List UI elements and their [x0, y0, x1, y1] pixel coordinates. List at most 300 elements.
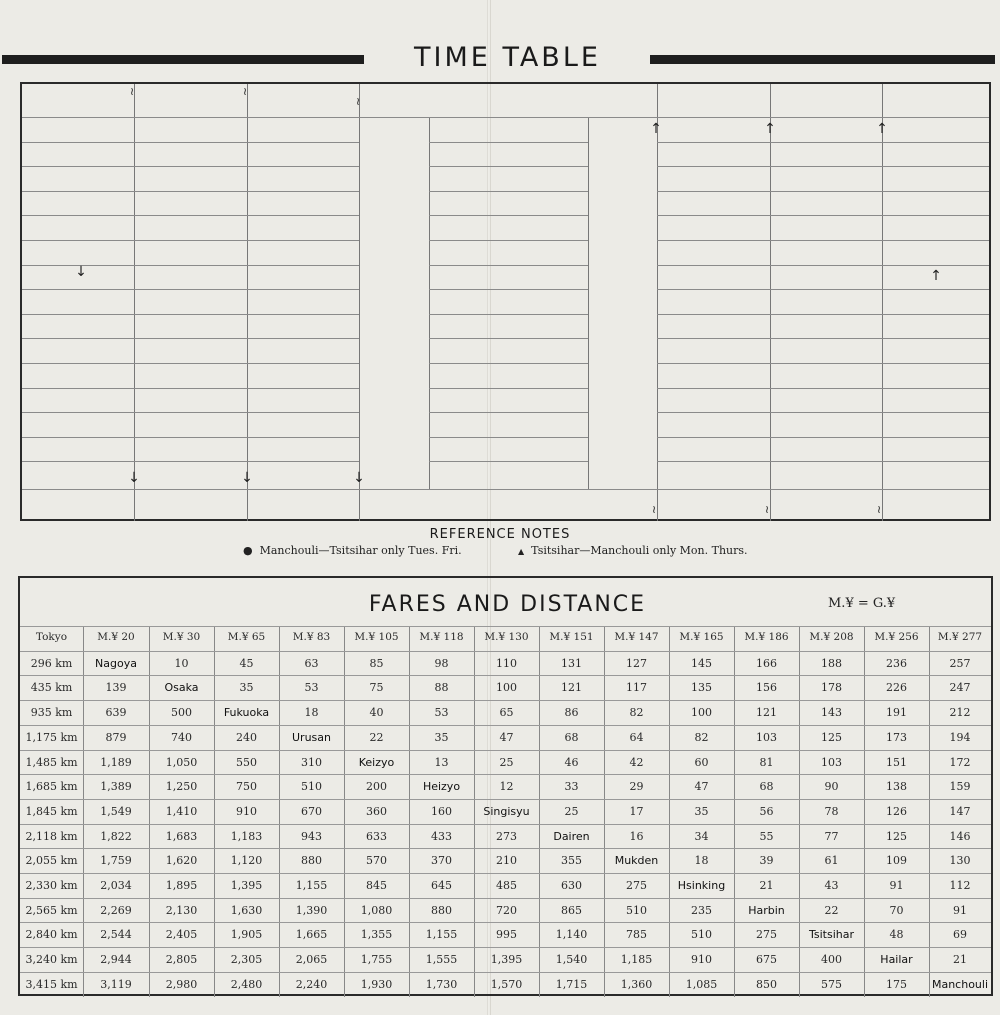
fares-distance-cell: 1,685 km	[25, 780, 78, 794]
fares-value-cell: 370	[431, 854, 452, 868]
fares-value-cell: 943	[301, 829, 322, 843]
row-divider	[22, 412, 359, 413]
fares-row-divider	[20, 725, 991, 726]
fares-value-cell: 2,805	[165, 953, 198, 967]
fares-station-cell: Mukden	[614, 854, 659, 868]
fares-value-cell: 17	[629, 804, 644, 818]
fares-value-cell: 35	[694, 804, 709, 818]
fares-value-cell: 135	[691, 681, 712, 695]
row-divider	[22, 437, 359, 438]
currency-equivalence: M.¥ = G.¥	[828, 596, 896, 611]
fares-value-cell: 485	[496, 879, 517, 892]
fares-header-cell: M.¥ 83	[292, 631, 331, 643]
break-mark: ≀	[130, 85, 135, 98]
fares-value-cell: 10	[174, 656, 189, 670]
fares-value-cell: 2,130	[165, 903, 198, 917]
fares-distance-cell: 2,840 km	[25, 928, 78, 942]
row-divider	[429, 240, 588, 241]
fares-value-cell: 1,665	[295, 928, 328, 942]
fares-value-cell: 1,395	[490, 953, 523, 967]
fares-header-cell: M.¥ 30	[162, 631, 201, 643]
fares-value-cell: 100	[691, 706, 712, 720]
fares-value-cell: 1,555	[425, 953, 458, 967]
fares-value-cell: 70	[889, 903, 904, 917]
row-divider	[657, 437, 989, 438]
fares-value-cell: 1,140	[555, 928, 588, 942]
fares-station-cell: Manchouli	[931, 977, 989, 991]
row-divider	[22, 461, 359, 462]
fares-value-cell: 550	[236, 755, 257, 769]
fares-value-cell: 400	[821, 953, 842, 967]
up-arrow-icon: ↑	[764, 121, 776, 137]
row-divider	[657, 338, 989, 339]
up-arrow-icon: ↑	[876, 121, 888, 137]
fares-value-cell: 1,630	[230, 903, 263, 917]
fares-value-cell: 191	[886, 706, 907, 720]
fares-value-cell: 2,065	[295, 953, 328, 967]
triangle-icon: ▲	[518, 547, 525, 556]
fares-value-cell: 1,395	[230, 879, 263, 892]
fares-value-cell: 2,269	[100, 903, 132, 917]
fares-value-cell: 91	[889, 879, 904, 892]
fares-value-cell: 1,540	[555, 953, 588, 967]
fares-value-cell: 1,759	[100, 854, 132, 868]
fares-value-cell: 127	[626, 656, 647, 670]
fares-header-cell: M.¥ 20	[97, 631, 135, 643]
fares-value-cell: 785	[626, 928, 647, 942]
fares-station-cell: Fukuoka	[223, 706, 270, 720]
fares-value-cell: 639	[105, 706, 127, 720]
fares-station-cell: Harbin	[748, 903, 785, 917]
row-divider	[657, 265, 989, 266]
fares-value-cell: 2,944	[100, 953, 132, 967]
fares-value-cell: 275	[756, 928, 777, 942]
fares-value-cell: 510	[626, 903, 647, 917]
fares-value-cell: 865	[561, 903, 582, 917]
fares-value-cell: 160	[431, 804, 452, 818]
fares-station-cell: Hailar	[880, 953, 913, 967]
fares-value-cell: 1,189	[100, 755, 132, 769]
column-divider	[429, 117, 430, 489]
fares-value-cell: 880	[431, 903, 452, 917]
fares-value-cell: 126	[886, 804, 907, 818]
column-divider	[588, 117, 589, 489]
fares-value-cell: 575	[821, 977, 842, 991]
fares-value-cell: 226	[886, 681, 907, 695]
circle-icon: ●	[243, 544, 253, 557]
note-manchouli-tsitsihar	[243, 544, 462, 557]
fares-value-cell: 1,570	[490, 977, 523, 991]
fares-value-cell: 1,120	[230, 854, 263, 868]
fares-distance-cell: 2,565 km	[25, 903, 78, 917]
fares-value-cell: 156	[756, 681, 777, 695]
fares-value-cell: 645	[431, 879, 452, 892]
fares-value-cell: 13	[434, 755, 449, 769]
fares-value-cell: 633	[366, 829, 387, 843]
fares-value-cell: 1,755	[360, 953, 393, 967]
up-arrow-icon: ↑	[650, 121, 662, 137]
fares-value-cell: 1,080	[360, 903, 393, 917]
fares-value-cell: 35	[434, 730, 449, 744]
fares-row-divider	[20, 651, 991, 652]
fares-station-cell: Keizyo	[358, 755, 395, 769]
fares-value-cell: 510	[691, 928, 712, 942]
fares-row-divider	[20, 873, 991, 874]
row-divider	[22, 215, 359, 216]
row-divider	[657, 191, 989, 192]
fares-distance-cell: 2,118 km	[25, 829, 78, 843]
row-divider	[657, 166, 989, 167]
fares-header-cell: M.¥ 256	[874, 631, 919, 643]
column-divider	[770, 84, 771, 521]
row-divider	[22, 314, 359, 315]
fares-value-cell: 1,155	[425, 928, 458, 942]
row-divider	[429, 363, 588, 364]
fares-value-cell: 147	[949, 804, 971, 818]
fares-station-cell: Singisyu	[483, 804, 530, 818]
row-divider	[429, 461, 588, 462]
fares-value-cell: 1,410	[165, 804, 198, 818]
row-divider	[429, 412, 588, 413]
fares-value-cell: 64	[629, 730, 644, 744]
fares-value-cell: 82	[629, 706, 644, 720]
fares-value-cell: 146	[949, 829, 971, 843]
fares-value-cell: 82	[694, 730, 709, 744]
fares-distance-cell: 1,485 km	[25, 755, 78, 769]
fares-value-cell: 275	[626, 879, 647, 892]
fares-value-cell: 68	[759, 780, 774, 794]
row-divider	[22, 388, 359, 389]
fares-value-cell: 98	[434, 656, 449, 670]
fares-value-cell: 166	[756, 656, 777, 670]
row-divider	[429, 166, 588, 167]
row-divider	[429, 265, 588, 266]
fares-table	[18, 576, 993, 996]
row-divider	[657, 461, 989, 462]
fares-value-cell: 257	[949, 656, 971, 670]
fares-value-cell: 675	[756, 953, 777, 967]
fares-value-cell: 910	[236, 804, 257, 818]
fares-value-cell: 995	[496, 928, 517, 942]
fares-value-cell: 103	[821, 755, 842, 769]
down-arrow-icon: ↓	[128, 470, 140, 486]
fares-value-cell: 510	[301, 780, 322, 794]
fares-row-divider	[20, 947, 991, 948]
note-tsitsihar-manchouli	[518, 544, 748, 557]
fares-value-cell: 1,822	[100, 829, 132, 843]
note-text: Tsitsihar—Manchouli only Mon. Thurs.	[531, 544, 748, 557]
fares-station-cell: Heizyo	[422, 780, 461, 794]
fares-header-cell: M.¥ 208	[809, 631, 854, 643]
fares-value-cell: 22	[824, 903, 839, 917]
fares-value-cell: 86	[564, 706, 579, 720]
fares-value-cell: 360	[366, 804, 387, 818]
fares-value-cell: 2,544	[100, 928, 132, 942]
fares-distance-cell: 1,175 km	[25, 730, 78, 744]
fares-row-divider	[20, 675, 991, 676]
fares-value-cell: 630	[561, 879, 582, 892]
break-mark: ≀	[243, 85, 248, 98]
fares-value-cell: 78	[824, 804, 839, 818]
fares-value-cell: 109	[886, 854, 907, 868]
fares-distance-cell: 3,415 km	[25, 977, 78, 991]
fares-row-divider	[20, 799, 991, 800]
fares-value-cell: 1,895	[165, 879, 198, 892]
fares-value-cell: 1,155	[295, 879, 328, 892]
fares-value-cell: 151	[886, 755, 907, 769]
fares-value-cell: 273	[496, 829, 517, 843]
timetable-title-band	[0, 42, 1000, 82]
fares-value-cell: 720	[496, 903, 517, 917]
fares-value-cell: 880	[301, 854, 322, 868]
row-divider	[429, 314, 588, 315]
fares-value-cell: 33	[564, 780, 579, 794]
fares-value-cell: 112	[949, 879, 971, 892]
fares-row-divider	[20, 824, 991, 825]
fares-header-cell: M.¥ 165	[679, 631, 724, 643]
column-divider	[247, 84, 248, 521]
fares-value-cell: 2,305	[230, 953, 263, 967]
fares-value-cell: 16	[629, 829, 644, 843]
row-divider	[22, 338, 359, 339]
row-divider	[429, 142, 588, 143]
fares-value-cell: 12	[499, 780, 514, 794]
fares-value-cell: 91	[953, 903, 967, 917]
fares-header-cell: M.¥ 130	[484, 631, 529, 643]
timetable-title: TIME TABLE	[414, 42, 601, 73]
fares-value-cell: 2,240	[295, 977, 328, 991]
fares-header-cell: M.¥ 118	[419, 631, 464, 643]
fares-value-cell: 121	[756, 706, 777, 720]
row-divider	[657, 289, 989, 290]
fares-station-cell: Dairen	[553, 829, 590, 843]
fares-value-cell: 53	[434, 706, 449, 720]
fares-value-cell: 845	[366, 879, 387, 892]
fares-value-cell: 110	[496, 656, 517, 670]
fares-value-cell: 910	[691, 953, 712, 967]
fares-distance-cell: 296 km	[30, 656, 73, 670]
fares-row-divider	[20, 700, 991, 701]
down-arrow-icon: ↓	[75, 264, 87, 280]
row-divider	[657, 363, 989, 364]
fares-value-cell: 1,683	[165, 829, 198, 843]
down-arrow-icon: ↓	[241, 470, 253, 486]
fares-station-cell: Nagoya	[95, 656, 137, 670]
fares-value-cell: 570	[366, 854, 387, 868]
timetable	[20, 82, 991, 521]
note-text: Manchouli—Tsitsihar only Tues. Fri.	[259, 544, 462, 557]
fares-value-cell: 3,119	[100, 977, 132, 991]
row-divider	[429, 215, 588, 216]
fares-value-cell: 1,730	[425, 977, 458, 991]
fares-value-cell: 750	[236, 780, 257, 794]
fares-value-cell: 60	[694, 755, 709, 769]
notes-title: REFERENCE NOTES	[429, 527, 571, 542]
fares-value-cell: 77	[824, 829, 839, 843]
fares-value-cell: 212	[949, 706, 971, 720]
footer-divider	[22, 489, 989, 490]
down-arrow-icon: ↓	[353, 470, 365, 486]
fares-header-cell: Tokyo	[35, 631, 68, 643]
row-divider	[429, 437, 588, 438]
fares-value-cell: 1,250	[165, 780, 198, 794]
fares-value-cell: 1,183	[230, 829, 263, 843]
fares-value-cell: 61	[824, 854, 839, 868]
row-divider	[657, 388, 989, 389]
fares-station-cell: Urusan	[292, 730, 331, 744]
fares-value-cell: 1,715	[555, 977, 588, 991]
fares-value-cell: 173	[886, 730, 907, 744]
fares-value-cell: 1,360	[620, 977, 653, 991]
fares-value-cell: 125	[886, 829, 907, 843]
fares-value-cell: 194	[949, 730, 971, 744]
fares-value-cell: 75	[369, 681, 384, 695]
fares-value-cell: 103	[756, 730, 777, 744]
fares-value-cell: 1,389	[100, 780, 132, 794]
fares-distance-cell: 935 km	[30, 706, 73, 720]
break-mark: ≀	[765, 503, 770, 516]
fares-header-cell: M.¥ 65	[227, 631, 266, 643]
fares-value-cell: 1,390	[295, 903, 328, 917]
row-divider	[22, 191, 359, 192]
fares-distance-cell: 2,330 km	[25, 879, 78, 892]
fares-header-cell: M.¥ 277	[937, 631, 983, 643]
fares-value-cell: 88	[434, 681, 449, 695]
fares-value-cell: 43	[824, 879, 839, 892]
fares-value-cell: 247	[949, 681, 971, 695]
fares-value-cell: 21	[759, 879, 774, 892]
row-divider	[429, 338, 588, 339]
fares-row-divider	[20, 898, 991, 899]
fares-value-cell: 145	[691, 656, 712, 670]
fares-value-cell: 433	[431, 829, 452, 843]
fares-value-cell: 34	[694, 829, 709, 843]
fares-value-cell: 159	[949, 780, 971, 794]
fares-value-cell: 500	[171, 706, 192, 720]
fares-value-cell: 1,050	[165, 755, 198, 769]
fares-value-cell: 175	[886, 977, 907, 991]
fares-value-cell: 172	[949, 755, 971, 769]
fares-value-cell: 143	[821, 706, 842, 720]
fares-value-cell: 81	[759, 755, 774, 769]
break-mark: ≀	[877, 503, 882, 516]
fares-header-cell: M.¥ 151	[549, 631, 594, 643]
fares-distance-cell: 2,055 km	[25, 854, 78, 868]
header-divider	[22, 117, 989, 118]
fares-value-cell: 48	[889, 928, 904, 942]
row-divider	[657, 142, 989, 143]
title-rule-right	[650, 55, 995, 64]
fares-value-cell: 1,905	[230, 928, 263, 942]
column-divider	[882, 84, 883, 521]
fares-value-cell: 42	[629, 755, 644, 769]
column-divider	[657, 84, 658, 521]
fares-value-cell: 56	[759, 804, 774, 818]
row-divider	[22, 142, 359, 143]
fares-header-cell: M.¥ 105	[354, 631, 399, 643]
fares-value-cell: 210	[496, 854, 517, 868]
fares-distance-cell: 435 km	[30, 681, 73, 695]
fares-value-cell: 35	[239, 681, 254, 695]
row-divider	[22, 363, 359, 364]
fares-value-cell: 1,930	[360, 977, 393, 991]
fares-value-cell: 188	[821, 656, 842, 670]
fares-row-divider	[20, 972, 991, 973]
fares-value-cell: 121	[561, 681, 582, 695]
fares-value-cell: 90	[824, 780, 839, 794]
fares-value-cell: 39	[759, 854, 774, 868]
row-divider	[429, 191, 588, 192]
fares-value-cell: 2,034	[100, 879, 132, 892]
fares-value-cell: 18	[304, 706, 319, 720]
fares-value-cell: 69	[953, 928, 967, 942]
fares-value-cell: 25	[499, 755, 514, 769]
fares-title: FARES AND DISTANCE	[368, 592, 647, 617]
fares-value-cell: 53	[304, 681, 319, 695]
fares-value-cell: 55	[759, 829, 774, 843]
fares-value-cell: 2,980	[165, 977, 198, 991]
fares-station-cell: Osaka	[164, 681, 199, 695]
up-arrow-icon: ↑	[930, 268, 942, 284]
fares-value-cell: 63	[304, 656, 319, 670]
fares-value-cell: 879	[105, 730, 127, 744]
fares-value-cell: 1,185	[620, 953, 653, 967]
fares-value-cell: 47	[694, 780, 709, 794]
fares-row-divider	[20, 626, 991, 627]
fares-value-cell: 2,405	[165, 928, 198, 942]
row-divider	[657, 314, 989, 315]
fares-value-cell: 25	[564, 804, 579, 818]
row-divider	[657, 240, 989, 241]
fares-value-cell: 1,085	[685, 977, 718, 991]
fares-value-cell: 740	[171, 730, 192, 744]
row-divider	[657, 215, 989, 216]
row-divider	[429, 388, 588, 389]
row-divider	[22, 265, 359, 266]
fares-value-cell: 21	[953, 953, 967, 967]
row-divider	[22, 289, 359, 290]
fares-value-cell: 2,480	[230, 977, 263, 991]
fares-value-cell: 29	[629, 780, 644, 794]
fares-header-cell: M.¥ 186	[744, 631, 789, 643]
fares-station-cell: Hsinking	[677, 879, 726, 892]
fares-value-cell: 200	[366, 780, 387, 794]
fares-value-cell: 240	[236, 730, 257, 744]
fares-row-divider	[20, 848, 991, 849]
fares-value-cell: 65	[499, 706, 514, 720]
fares-row-divider	[20, 774, 991, 775]
fares-value-cell: 850	[756, 977, 777, 991]
fares-station-cell: Tsitsihar	[808, 928, 855, 942]
fares-value-cell: 47	[499, 730, 514, 744]
fares-value-cell: 355	[561, 854, 582, 868]
fares-value-cell: 310	[301, 755, 322, 769]
fares-value-cell: 1,549	[100, 804, 132, 818]
row-divider	[657, 412, 989, 413]
fares-distance-cell: 3,240 km	[25, 953, 78, 967]
fares-value-cell: 100	[496, 681, 517, 695]
fares-value-cell: 670	[301, 804, 322, 818]
fares-distance-cell: 1,845 km	[25, 804, 78, 818]
column-divider	[359, 84, 360, 521]
fares-value-cell: 178	[821, 681, 842, 695]
fares-value-cell: 68	[564, 730, 579, 744]
fares-value-cell: 22	[369, 730, 384, 744]
fares-value-cell: 117	[626, 681, 647, 695]
fares-row-divider	[20, 922, 991, 923]
fares-value-cell: 235	[691, 903, 712, 917]
fares-header-cell: M.¥ 147	[614, 631, 659, 643]
